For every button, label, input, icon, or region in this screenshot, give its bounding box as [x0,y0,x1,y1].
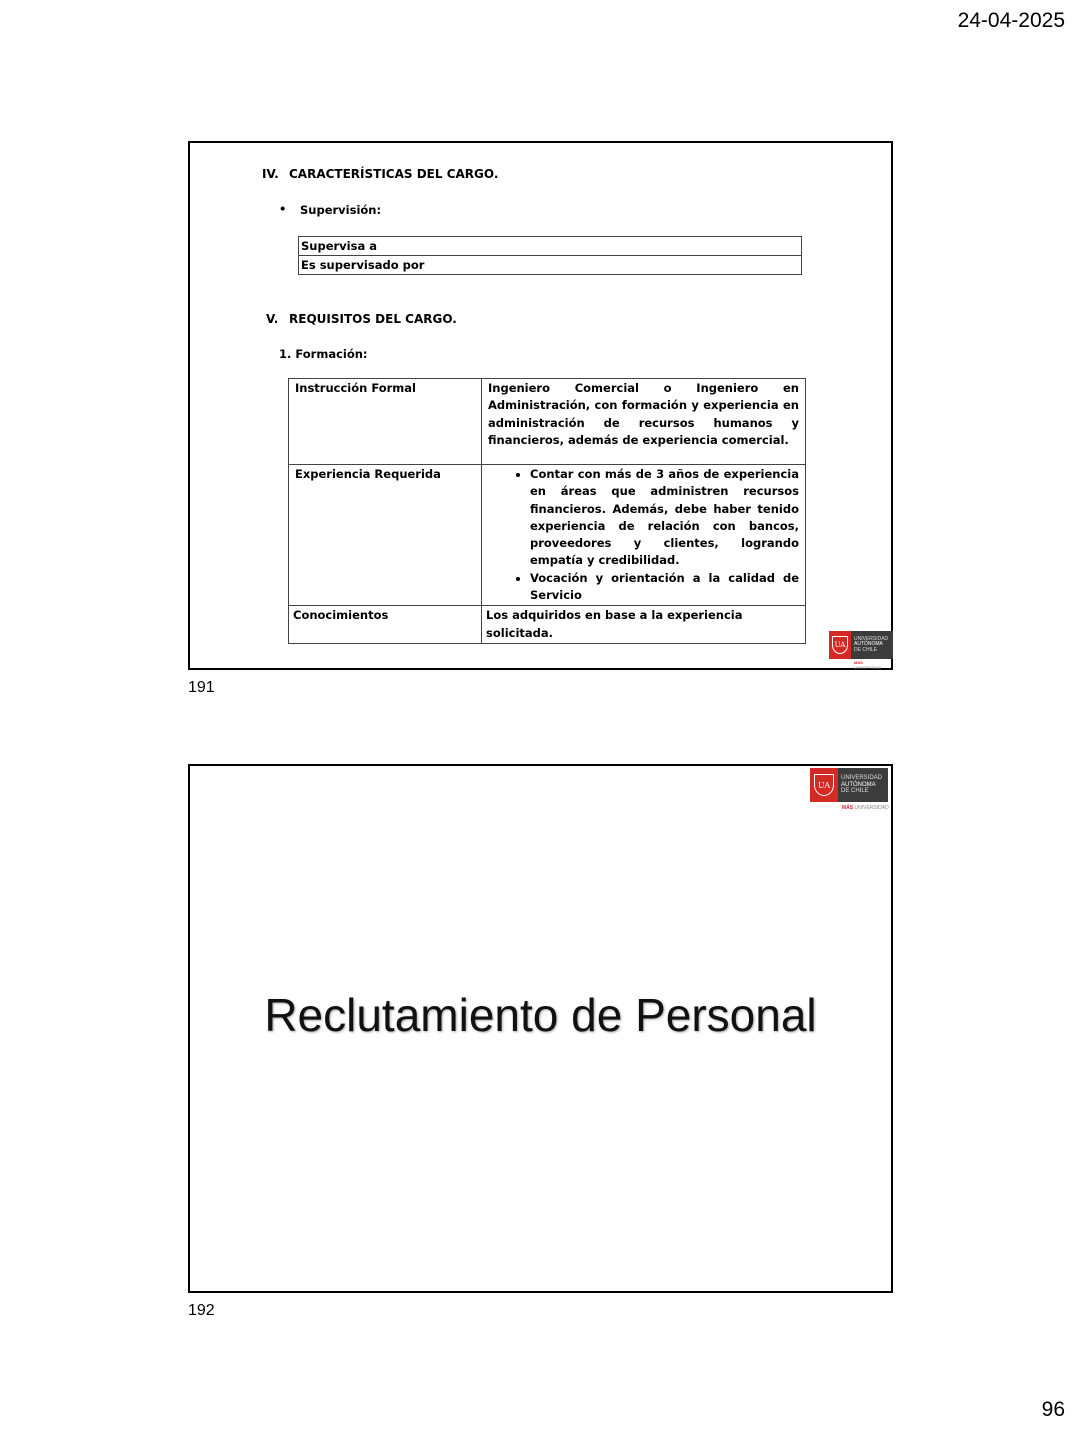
experience-list [488,466,799,604]
logo-line3: DE CHILE [854,646,878,653]
section-iv-title: CARACTERÍSTICAS DEL CARGO. [289,167,499,181]
university-logo [829,631,893,659]
logo-line2: AUTÓNOMA [841,781,876,788]
slide-title: Reclutamiento de Personal [264,989,817,1041]
section-v-numeral: V. [266,312,279,326]
supervision-table [298,236,802,275]
shield-icon: UA [829,631,851,659]
es-supervisado-por-cell: Es supervisado por [299,256,802,275]
slide-192 [188,764,893,1293]
table-row [299,237,802,256]
shield-icon: UA [810,768,838,802]
logo-tagline: MÁS UNIVERSIDAD [842,805,889,811]
print-date: 24-04-2025 [957,9,1065,32]
section-v-title: REQUISITOS DEL CARGO. [289,312,457,326]
table-row [299,256,802,275]
row-label: Instrucción Formal [289,379,482,465]
section-iv-numeral: IV. [262,167,279,181]
slide-191 [188,141,893,670]
row-label: Experiencia Requerida [289,465,482,606]
logo-tagline: MÁS UNIVERSIDAD [854,660,882,670]
page-number: 96 [1041,1398,1065,1421]
logo-line1: UNIVERSIDAD [841,775,883,782]
row-value: Ingeniero Comercial o Ingeniero en Administración, con formación y experiencia en administración de recursos humanos y financieros, además de experiencia comercial. [482,379,806,465]
table-row [289,379,806,465]
slide-number: 192 [188,1302,215,1319]
slide-number: 191 [188,679,215,696]
row-label: Conocimientos [289,606,482,644]
row-value [482,465,806,606]
supervision-label: Supervisión: [300,203,382,217]
logo-line3: DE CHILE [841,788,869,795]
table-row [289,465,806,606]
logo-line2: AUTÓNOMA [854,641,883,648]
bullet-icon: • [279,202,287,216]
supervisa-a-cell: Supervisa a [299,237,802,256]
logo-line1: UNIVERSIDAD [854,635,889,642]
table-row [289,606,806,644]
list-item: • Vocación y orientación a la calidad de Servicio [530,570,799,605]
formacion-label: 1. Formación: [279,347,368,361]
list-item: • Contar con más de 3 años de experiencia en áreas que administren recursos financieros. Además, debe haber tenido experiencia de relación con bancos, proveedores y clientes, logrando empatía y credibilidad. [530,466,799,570]
university-logo [810,768,888,802]
row-value: Los adquiridos en base a la experiencia solicitada. [482,606,806,644]
formacion-table [288,378,806,644]
